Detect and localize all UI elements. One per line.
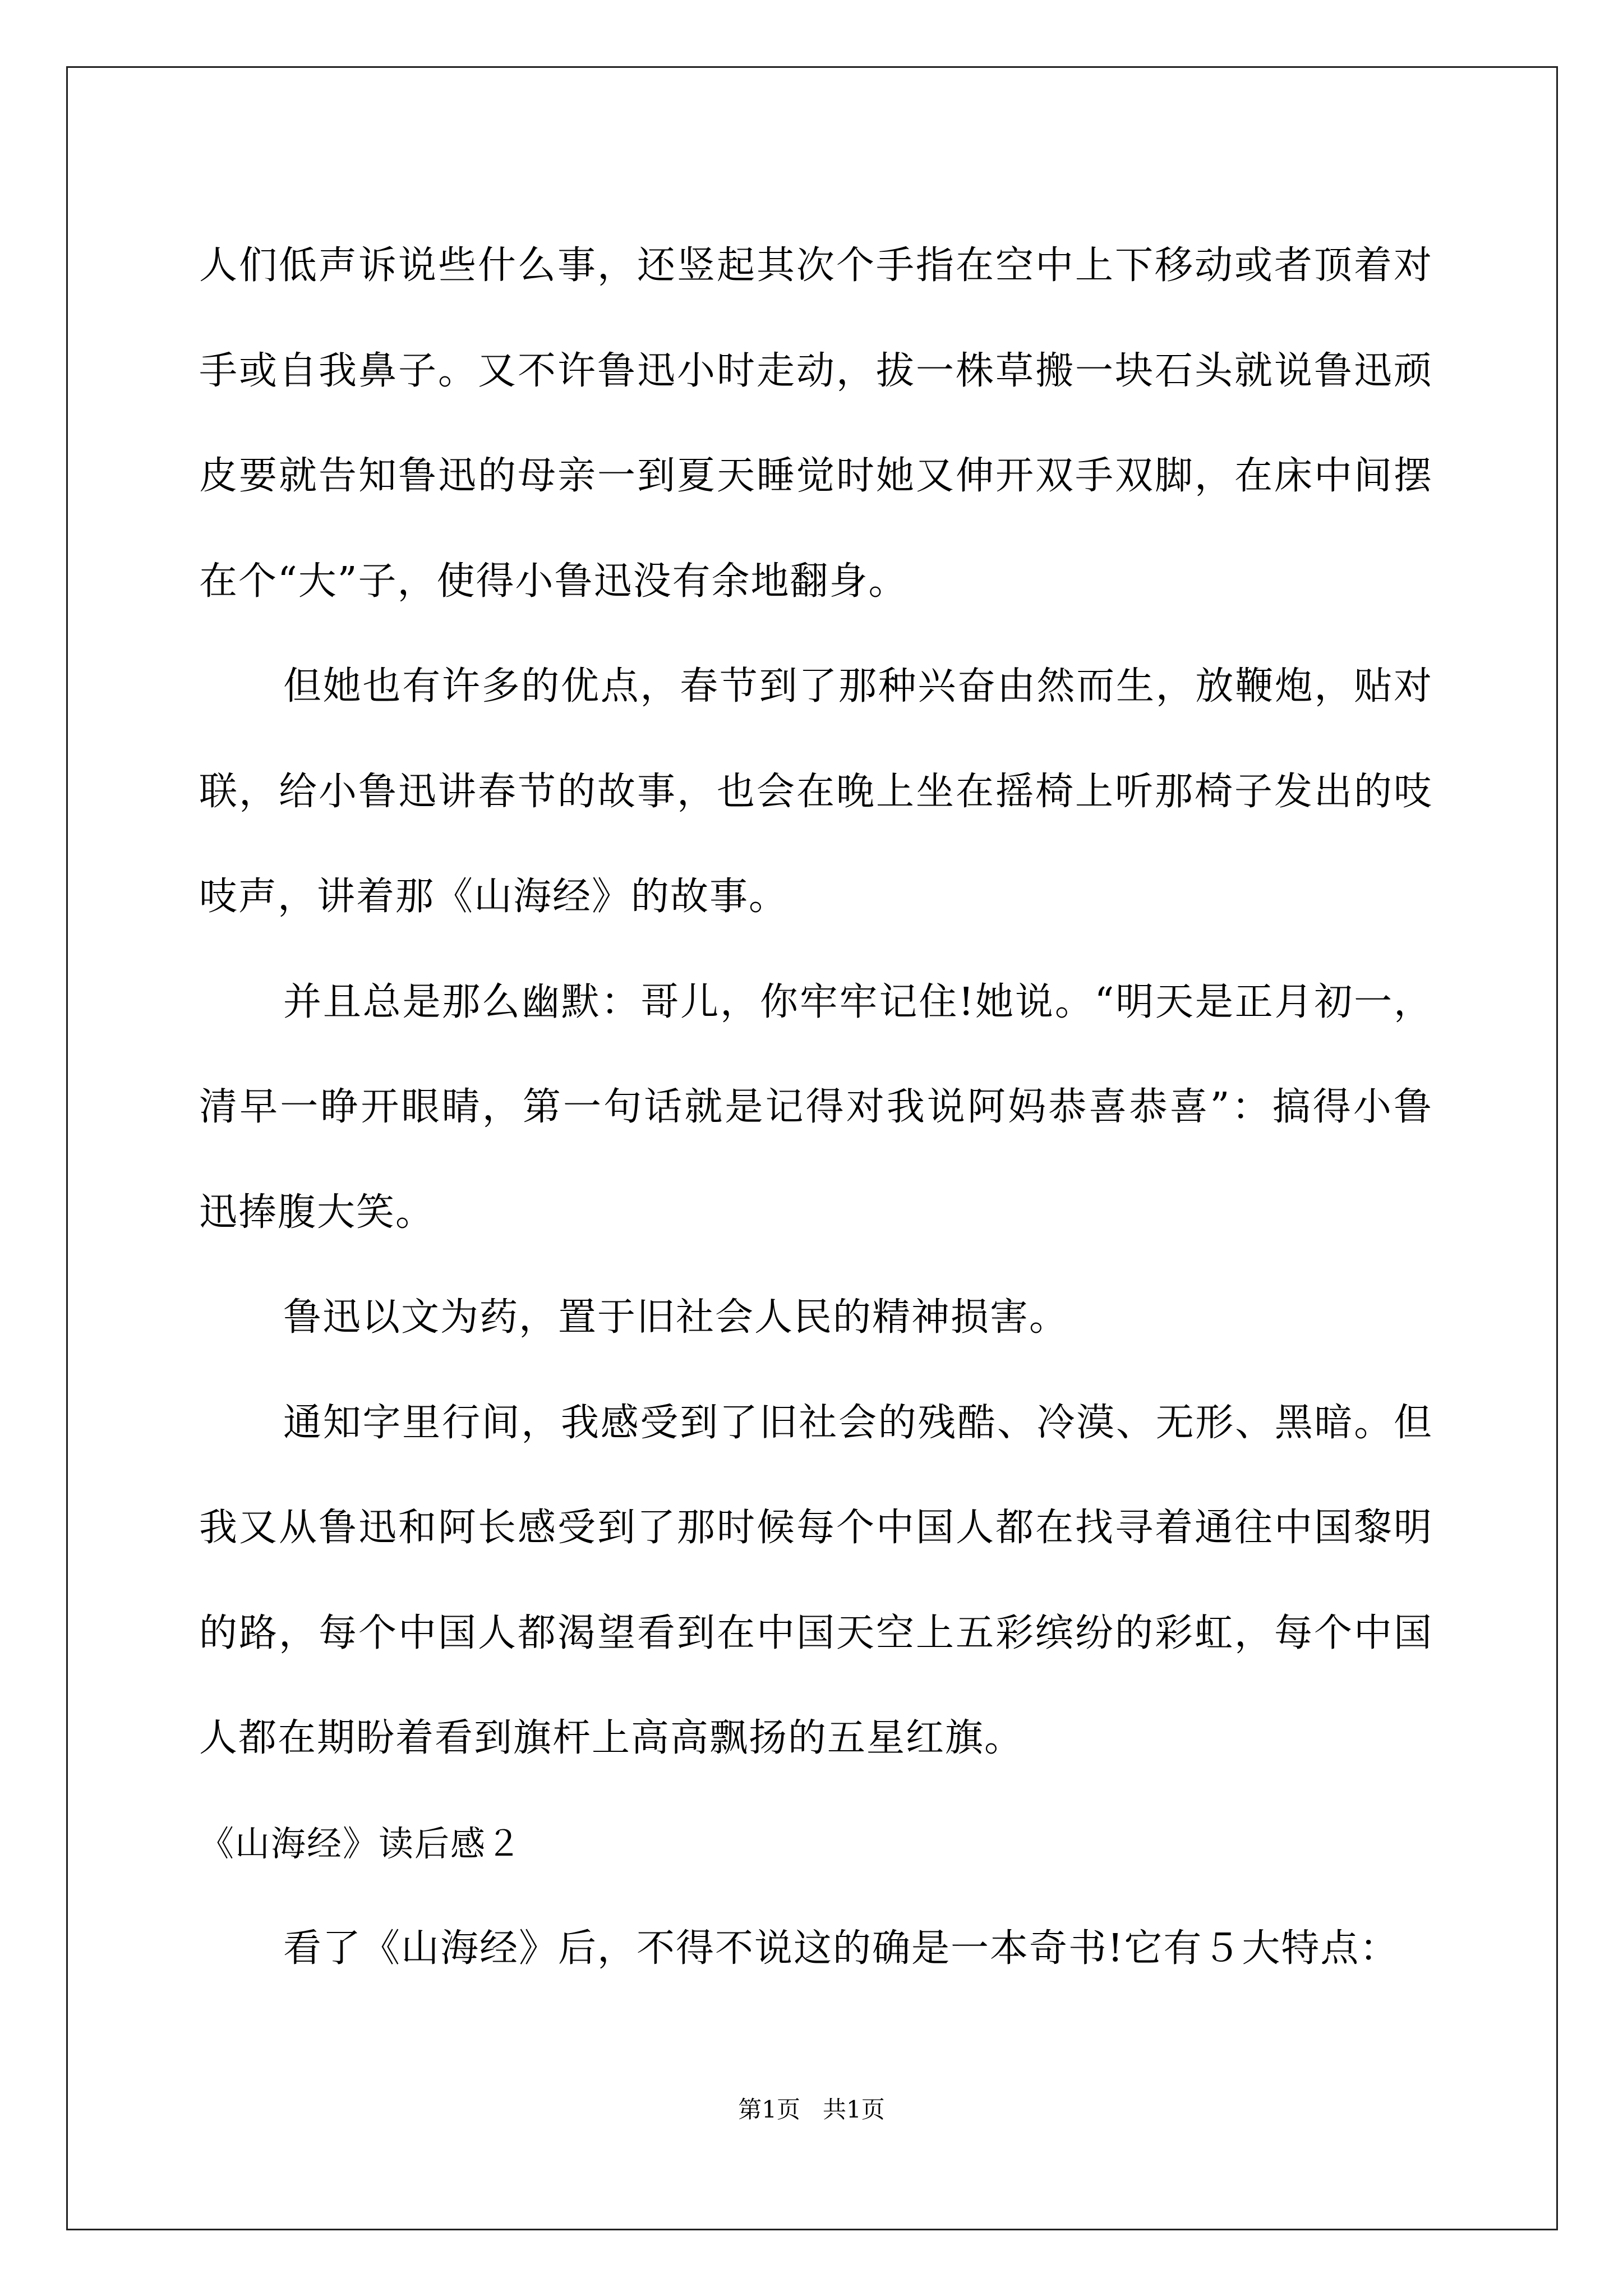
- paragraph: 并且总是那么幽默：哥儿，你牢牢记住!她说。“明天是正月初一，清早一睁开眼睛，第一句话就是记得对我说阿妈恭喜恭喜”：搞得小鲁迅捧腹大笑。: [199, 979, 1433, 1235]
- paragraph: 看了《山海经》后，不得不说这的确是一本奇书!它有５大特点：: [283, 1926, 1399, 1971]
- document-body: [199, 213, 1433, 2001]
- paragraph: 人们低声诉说些什么事，还竖起其次个手指在空中上下移动或者顶着对手或自我鼻子。又不许鲁迅小时走动，拔一株草搬一块石头就说鲁迅顽皮要就告知鲁迅的母亲一到夏天睡觉时她又伸开双手双脚，在床中间摆在个“大”子，使得小鲁迅没有余地翻身。: [199, 243, 1433, 604]
- paragraph: 鲁迅以文为药，置于旧社会人民的精神损害。: [283, 1295, 1069, 1340]
- paragraph: 通知字里行间，我感受到了旧社会的残酷、冷漠、无形、黑暗。但我又从鲁迅和阿长感受到了那时候每个中国人都在找寻着通往中国黎明的路，每个中国人都渴望看到在中国天空上五彩缤纷的彩虹，每个中国人都在期盼着看到旗杆上高高飘扬的五星红旗。: [199, 1400, 1433, 1760]
- page-footer: 第1页 共1页: [738, 2096, 885, 2123]
- paragraph: 但她也有许多的优点，春节到了那种兴奋由然而生，放鞭炮，贴对联，给小鲁迅讲春节的故事，也会在晚上坐在摇椅上听那椅子发出的吱吱声，讲着那《山海经》的故事。: [199, 664, 1433, 919]
- section-heading: 《山海经》读后感２: [199, 1823, 523, 1864]
